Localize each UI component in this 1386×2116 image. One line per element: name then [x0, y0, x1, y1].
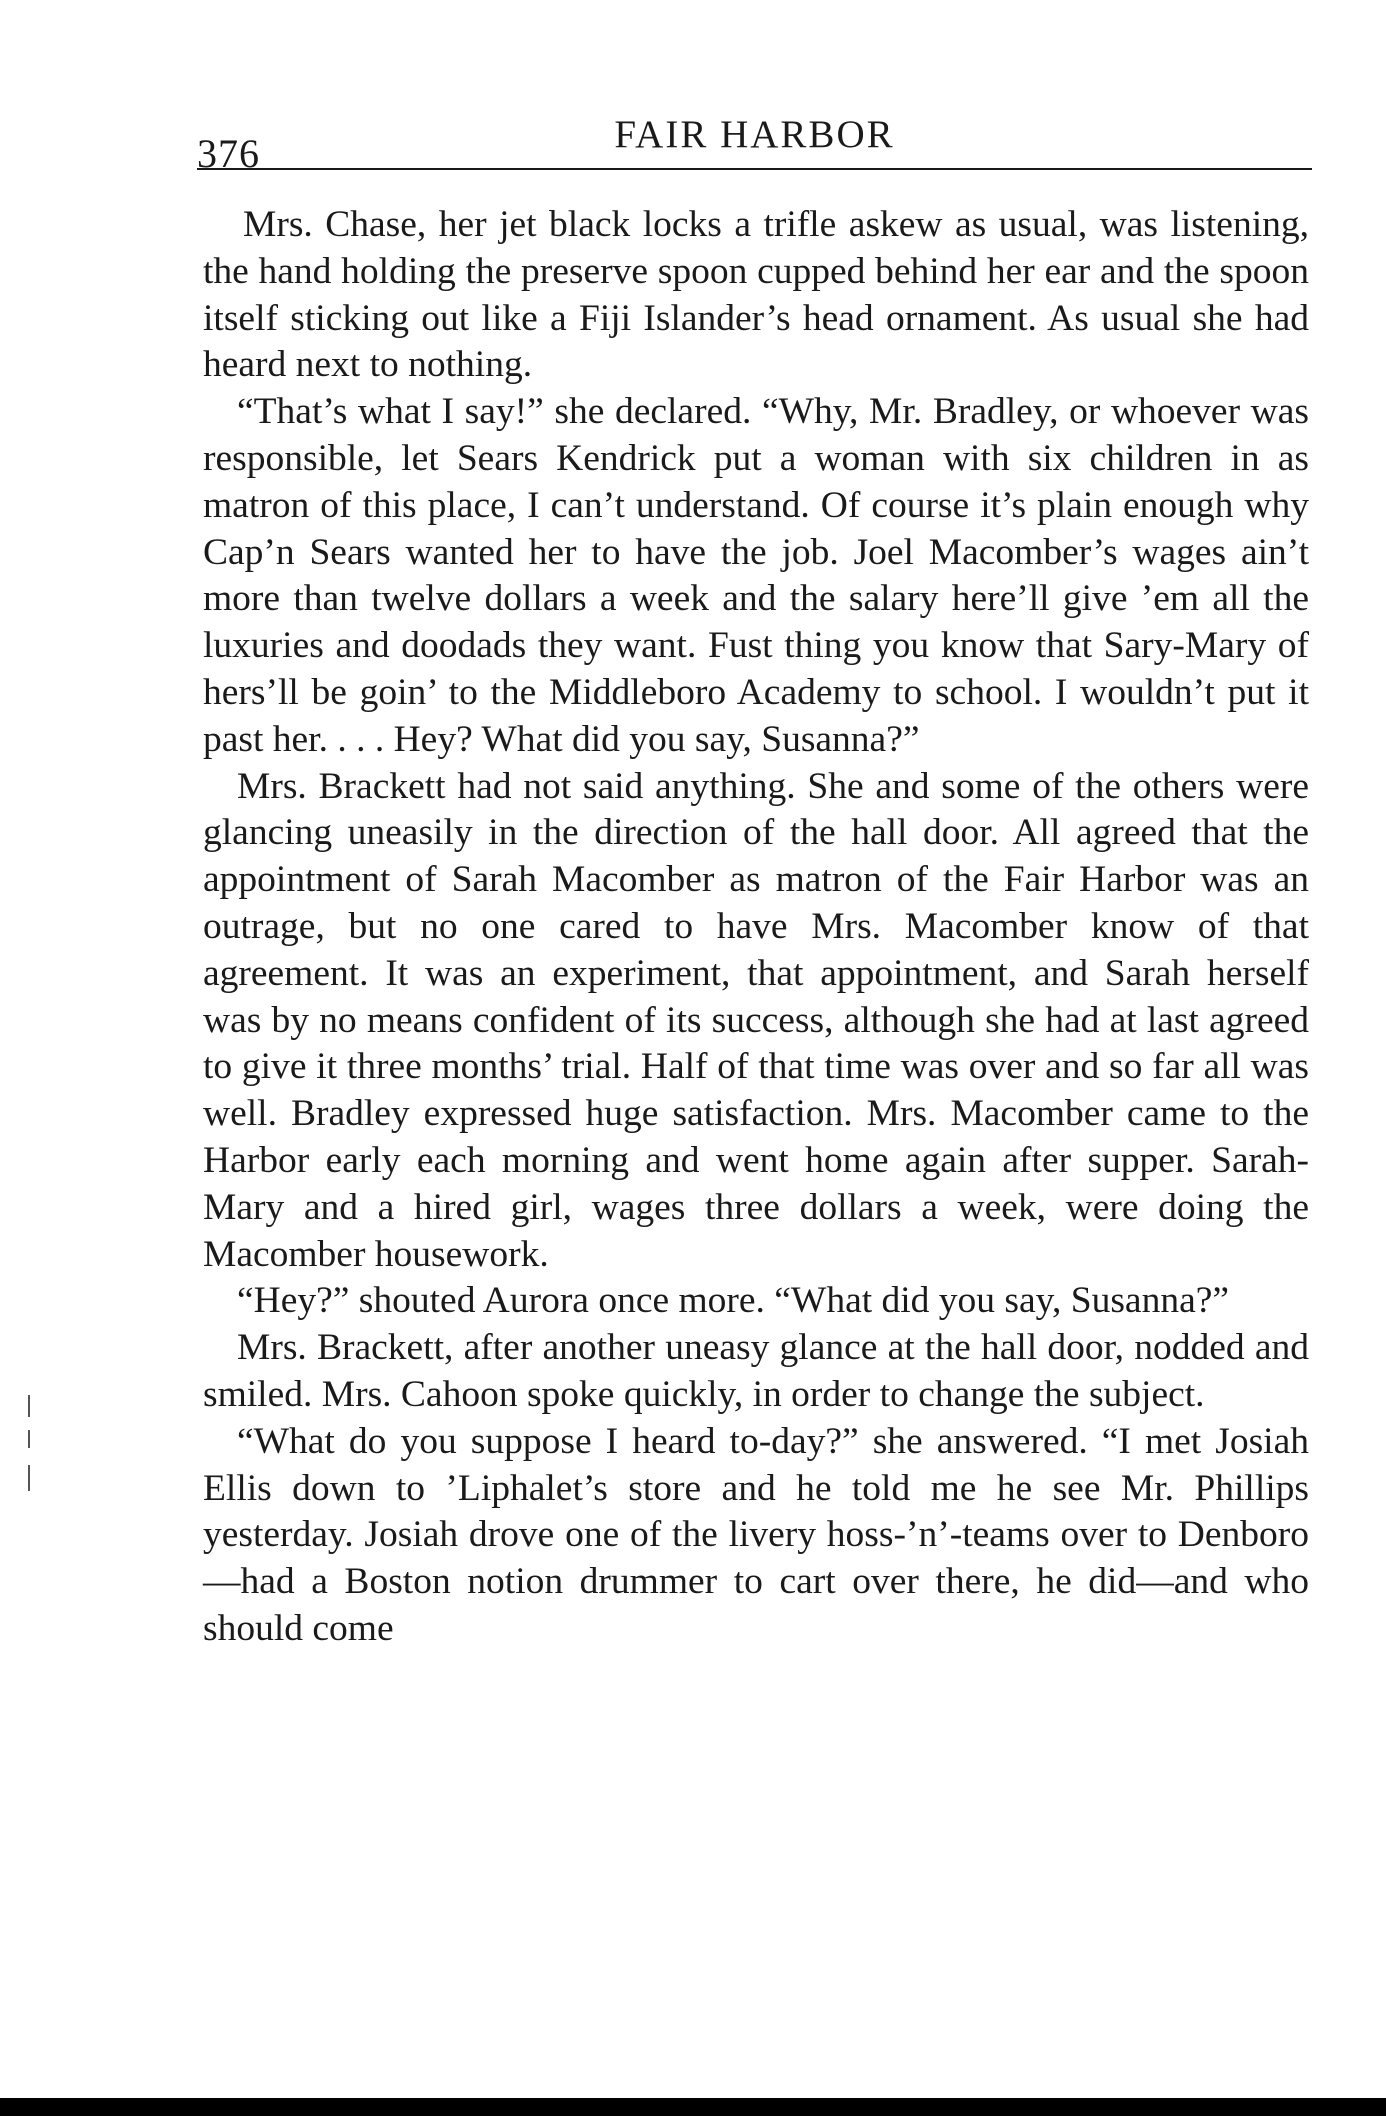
scan-margin-mark: [28, 1395, 30, 1417]
body-text: [203, 202, 1309, 1653]
scan-bottom-edge: [0, 2098, 1386, 2116]
page-number: 376: [197, 131, 260, 176]
paragraph: Mrs. Brackett, after another uneasy glance at the hall door, nodded and smiled. Mrs. Cahoon spoke quickly, in order to change the subject.: [203, 1327, 1309, 1415]
paragraph: “What do you suppose I heard to-day?” she answered. “I met Josiah Ellis down to ’Liphalet’s store and he told me he see Mr. Phillips yesterday. Josiah drove one of the livery hoss-’n’-teams over to Denboro—had a Boston notion drummer to cart over there, he did—and who should come: [203, 1420, 1309, 1649]
paragraph: Mrs. Brackett had not said anything. She and some of the others were glancing uneasily in the direction of the hall door. All agreed that the appointment of Sarah Macomber as matron of the Fair Harbor was an outrage, but no one cared to have Mrs. Macomber know of that agreement. It was an experiment, that appointment, and Sarah herself was by no means confident of its success, although she had at last agreed to give it three months’ trial. Half of that time was over and so far all was well. Bradley expressed huge satisfaction. Mrs. Macomber came to the Harbor early each morning and went home again after supper. Sarah-Mary and a hired girl, wages three dollars a week, were doing the Macomber housework.: [203, 765, 1309, 1275]
page-header: [197, 108, 1312, 176]
paragraph: “Hey?” shouted Aurora once more. “What did you say, Susanna?”: [237, 1280, 1230, 1322]
scan-margin-mark: [28, 1430, 30, 1448]
paragraph: Mrs. Chase, her jet black locks a trifle askew as usual, was listening, the hand holding the preserve spoon cupped behind her ear and the spoon itself sticking out like a Fiji Islander’s head ornament. As usual she had heard next to nothing.: [203, 204, 1309, 386]
header-rule: [197, 168, 1312, 170]
scan-margin-mark: [28, 1465, 30, 1491]
paragraph: “That’s what I say!” she declared. “Why, Mr. Bradley, or whoever was responsible, let Sears Kendrick put a woman with six children in as matron of this place, I can’t understand. Of course it’s plain enough why Cap’n Sears wanted her to have the job. Joel Macomber’s wages ain’t more than twelve dollars a week and the salary here’ll give ’em all the luxuries and doodads they want. Fust thing you know that Sary-Mary of hers’ll be goin’ to the Middleboro Academy to school. I wouldn’t put it past her. . . . Hey? What did you say, Susanna?”: [203, 391, 1309, 760]
running-title: FAIR HARBOR: [614, 113, 895, 156]
